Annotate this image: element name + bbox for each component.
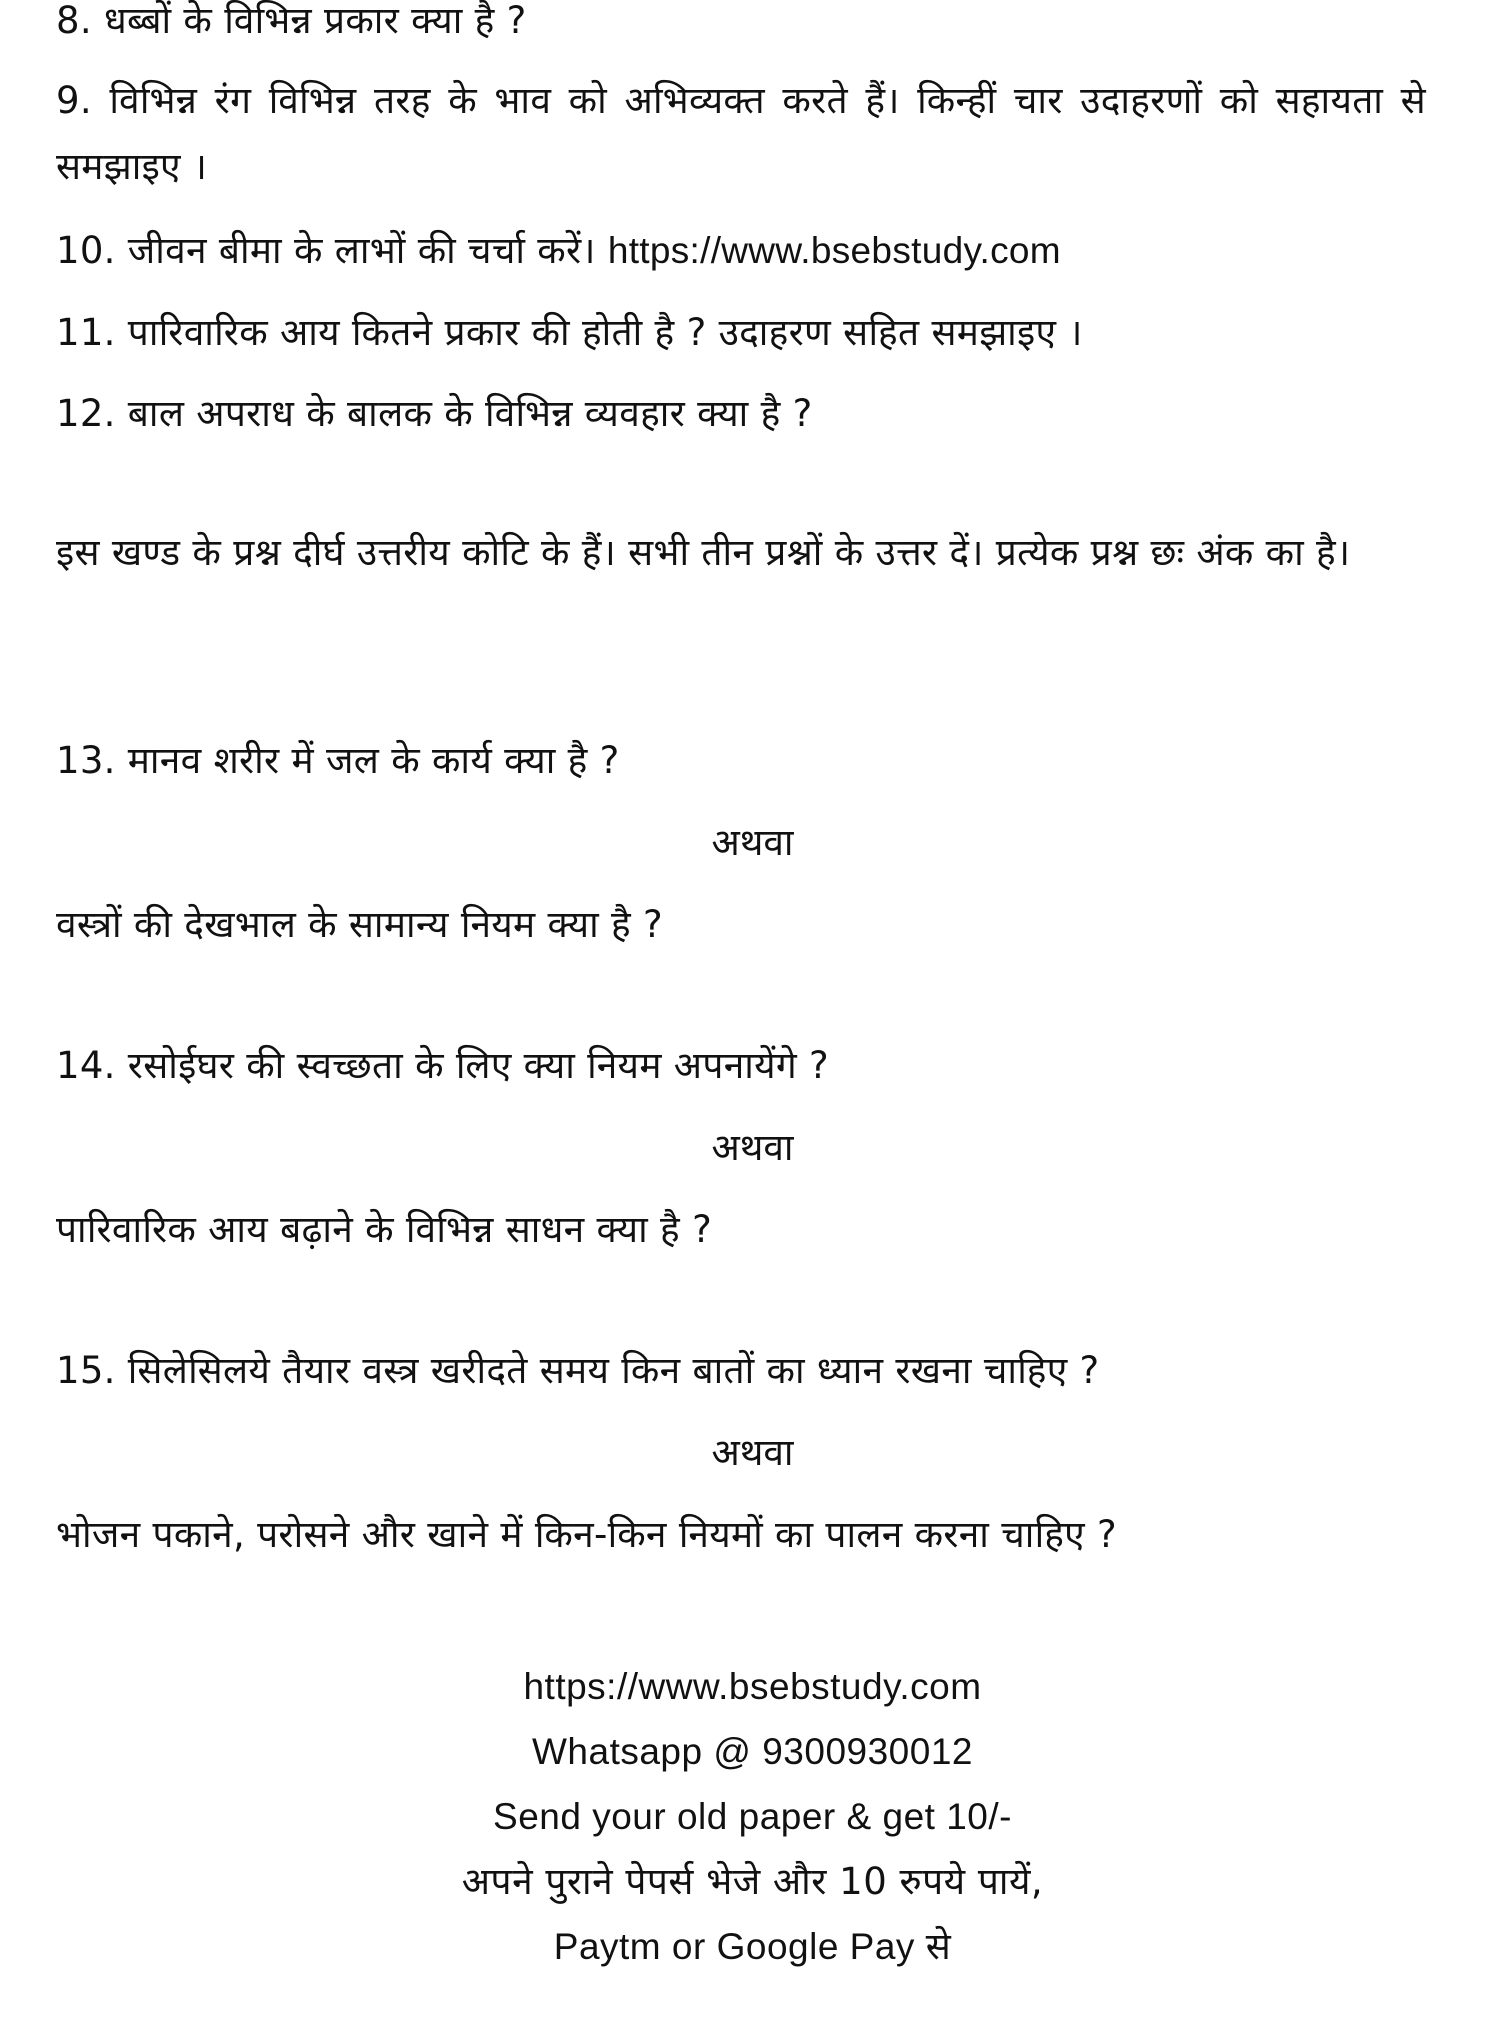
question-10-url[interactable]: https://www.bsebstudy.com <box>607 230 1061 271</box>
question-11: 11. पारिवारिक आय कितने प्रकार की होती है ? उदाहरण सहित समझाइए । <box>56 311 1083 354</box>
question-13-or: अथवा <box>711 821 794 864</box>
footer-offer-english: Send your old paper & get 10/- <box>493 1796 1012 1837</box>
footer-url[interactable]: https://www.bsebstudy.com <box>523 1666 982 1707</box>
question-10-text: 10. जीवन बीमा के लाभों की चर्चा करें। <box>56 229 596 272</box>
footer-payment: Paytm or Google Pay से <box>553 1926 952 1967</box>
question-15-or: अथवा <box>711 1431 794 1474</box>
question-8: 8. धब्बों के विभिन्न प्रकार क्या है ? <box>56 0 527 42</box>
question-15: 15. सिलेसिलये तैयार वस्त्र खरीदते समय किन बातों का ध्यान रखना चाहिए ? <box>56 1349 1100 1392</box>
question-10 <box>56 218 1426 284</box>
question-13-alternative: वस्त्रों की देखभाल के सामान्य नियम क्या है ? <box>56 903 663 946</box>
question-14: 14. रसोईघर की स्वच्छता के लिए क्या नियम अपनायेंगे ? <box>56 1044 829 1087</box>
question-14-alternative: पारिवारिक आय बढ़ाने के विभिन्न साधन क्या है ? <box>56 1208 713 1251</box>
footer-offer-hindi: अपने पुराने पेपर्स भेजे और 10 रुपये पायें, <box>461 1860 1044 1903</box>
question-13: 13. मानव शरीर में जल के कार्य क्या है ? <box>56 739 620 782</box>
question-14-or: अथवा <box>711 1126 794 1169</box>
question-9: 9. विभिन्न रंग विभिन्न तरह के भाव को अभिव्यक्त करते हैं। किन्हीं चार उदाहरणों को सहायता से समझाइए । <box>56 79 1426 188</box>
section-instruction: इस खण्ड के प्रश्न दीर्घ उत्तरीय कोटि के हैं। सभी तीन प्रश्नों के उत्तर दें। प्रत्येक प्रश्न छः अंक का है। <box>56 531 1351 574</box>
question-15-alternative: भोजन पकाने, परोसने और खाने में किन-किन नियमों का पालन करना चाहिए ? <box>56 1513 1117 1556</box>
question-12: 12. बाल अपराध के बालक के विभिन्न व्यवहार क्या है ? <box>56 392 813 435</box>
footer-whatsapp: Whatsapp @ 9300930012 <box>532 1731 973 1772</box>
